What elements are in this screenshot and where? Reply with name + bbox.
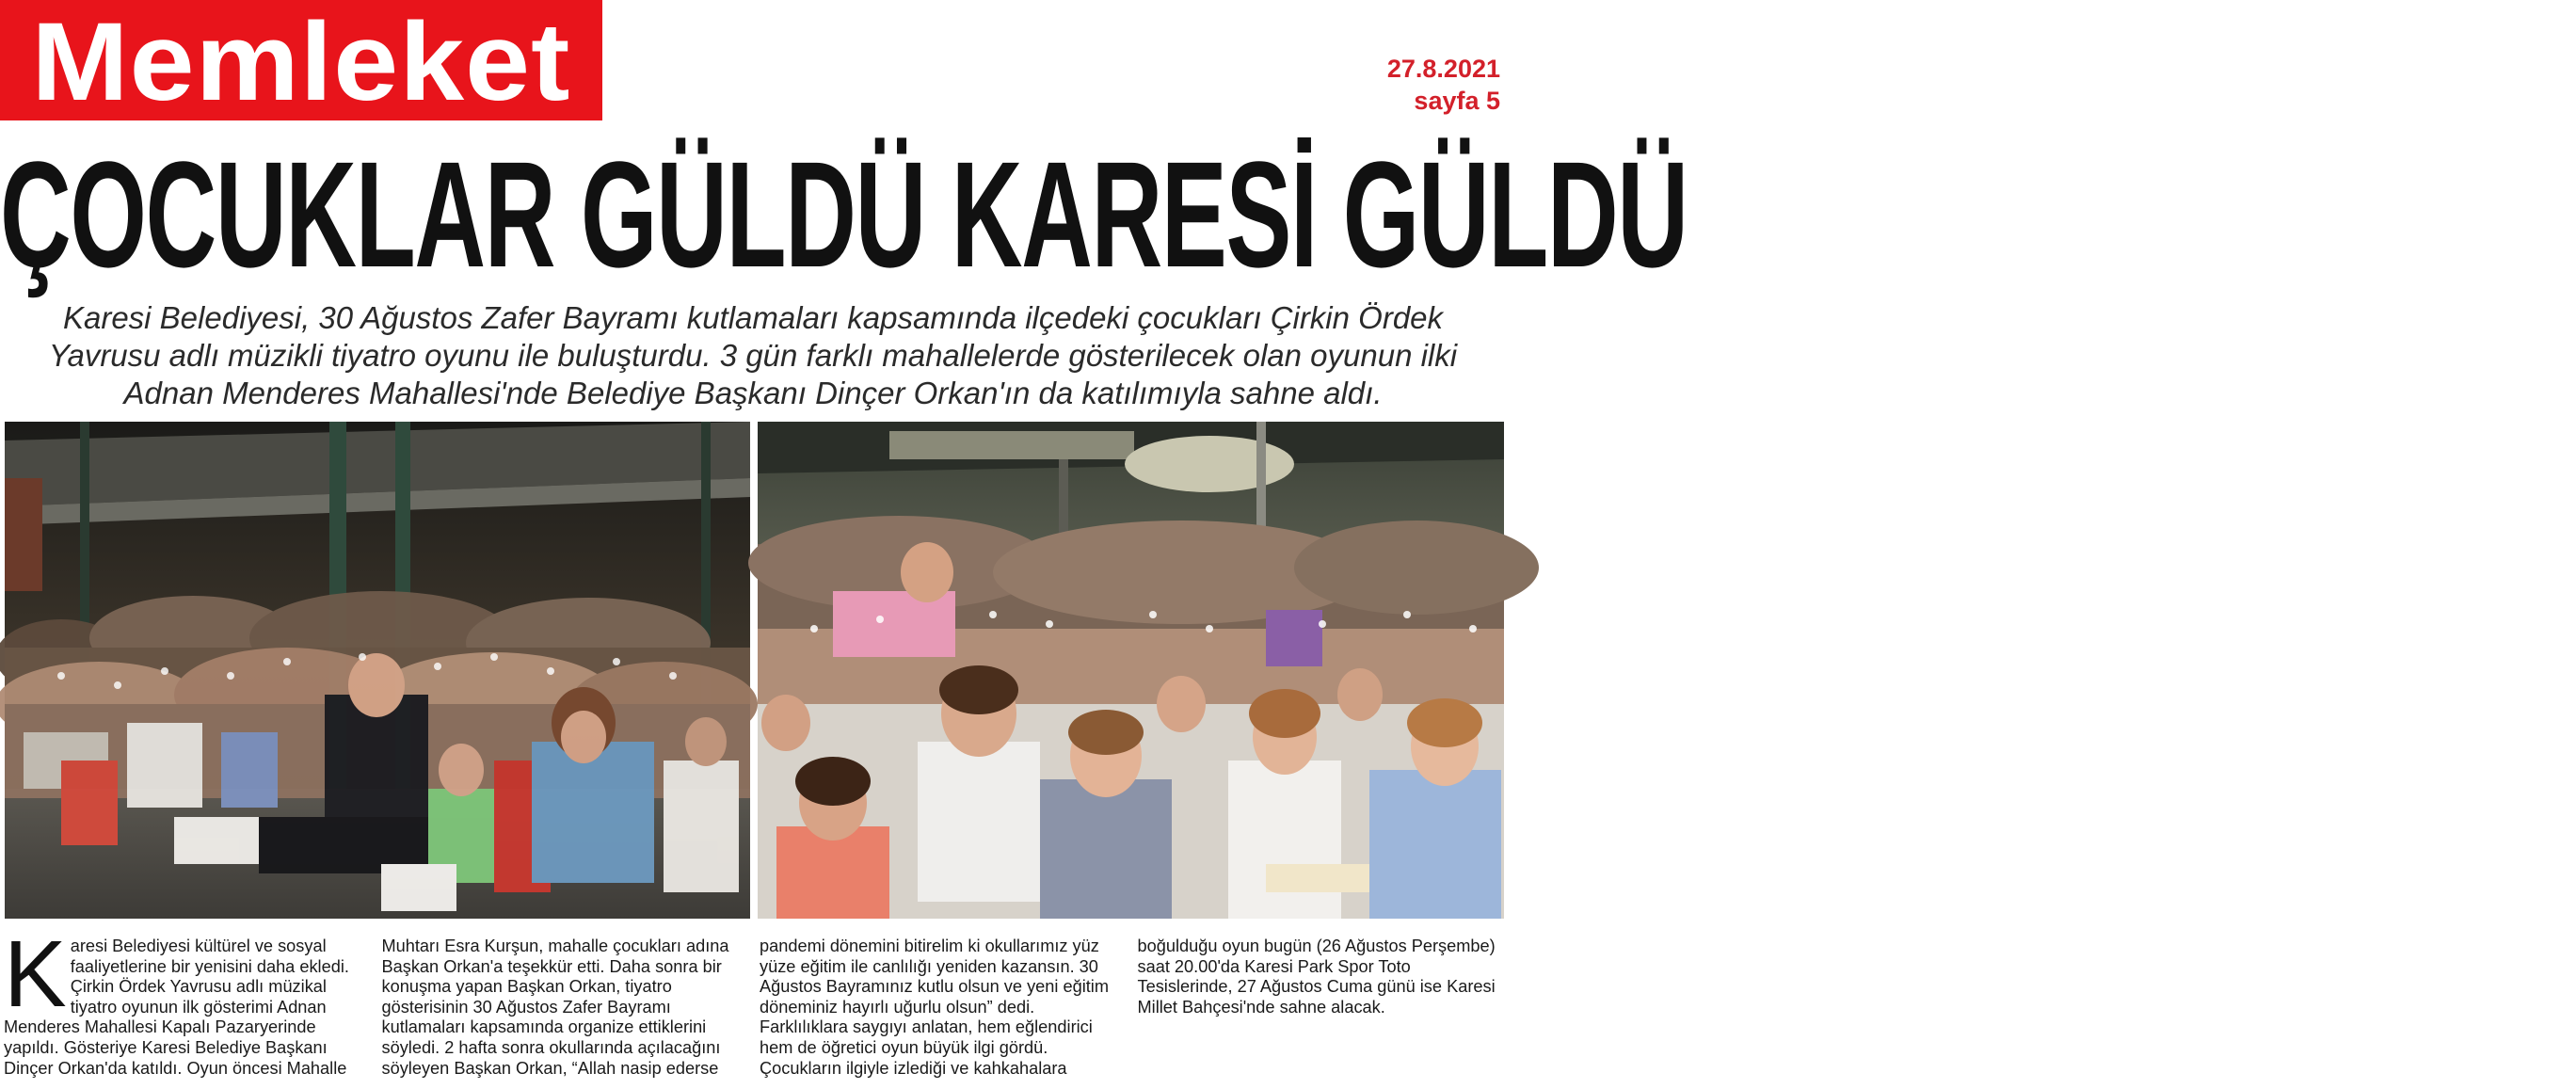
page-number: sayfa 5 [1414,87,1500,115]
spot-line: Karesi Belediyesi, 30 Ağustos Zafer Bayramı kutlamaları kapsamında ilçedeki çocukları Çirkin Ördek [62,300,1444,335]
spot-line: Yavrusu adlı müzikli tiyatro oyunu ile buluşturdu. 3 gün farklı mahallelerde gösterilecek olan oyunun ilki [48,338,1458,373]
audience-photo-right [758,422,1504,919]
spot-text [0,299,1506,412]
column-text: boğulduğu oyun bugün (26 Ağustos Perşembe) saat 20.00'da Karesi Park Spor Toto Tesislerinde, 27 Ağustos Cuma günü ise Karesi Millet Bahçesi'nde sahne alacak. [1137,937,1496,1017]
masthead-title: Memleket [31,0,571,124]
spot-line: Adnan Menderes Mahallesi'nde Belediye Başkanı Dinçer Orkan'ın da katılımıyla sahne aldı. [123,376,1383,410]
audience-photo-left-image [5,422,750,919]
article-column-3 [760,937,1125,1087]
masthead [0,0,602,124]
audience-photo-right-image [758,422,1504,919]
drop-cap: K [4,921,67,1027]
article-column-1 [4,921,369,1087]
headline-text: ÇOCUKLAR GÜLDÜ KARESİ GÜLDÜ [0,130,1688,298]
column-text: pandemi dönemini bitirelim ki okullarımız yüz yüze eğitim ile canlılığı yeniden kazansın. 30 Ağustos Bayramınız kutlu olsun ve yeni eğitim döneminiz hayırlı uğurlu olsun” dedi. Farklılıklara saygıyı anlatan, hem eğlendirici hem de öğretici oyun büyük ilgi gördü. Çocukların ilgiyle izlediği ve kahkahalara [760,937,1109,1078]
column-text: Muhtarı Esra Kurşun, mahalle çocukları adına Başkan Orkan'a teşekkür etti. Daha sonra bir konuşma yapan Başkan Orkan, tiyatro gösterisinin 30 Ağustos Zafer Bayramı kutlamaları kapsamında organize ettiklerini söyledi. 2 hafta sonra okullarında açılacağını söyleyen Başkan Orkan, “Allah nasip ederse [381,937,729,1078]
article-column-4 [1138,937,1503,1087]
article-body [4,921,1502,1087]
audience-photo-left [5,422,750,919]
headline [0,130,1688,298]
article-column-2 [382,937,747,1087]
publication-info [1387,53,1500,117]
issue-date: 27.8.2021 [1386,55,1500,83]
column-text: aresi Belediyesi kültürel ve sosyal faaliyetlerine bir yenisini daha ekledi. Çirkin Ördek Yavrusu adlı müzikal tiyatro oyunun ilk gösterimi Adnan Menderes Mahallesi Kapalı Pazaryerinde yapıldı. Gösteriye Karesi Belediye Başkanı Dinçer Orkan'da katıldı. Oyun öncesi Mahalle [4,937,349,1078]
